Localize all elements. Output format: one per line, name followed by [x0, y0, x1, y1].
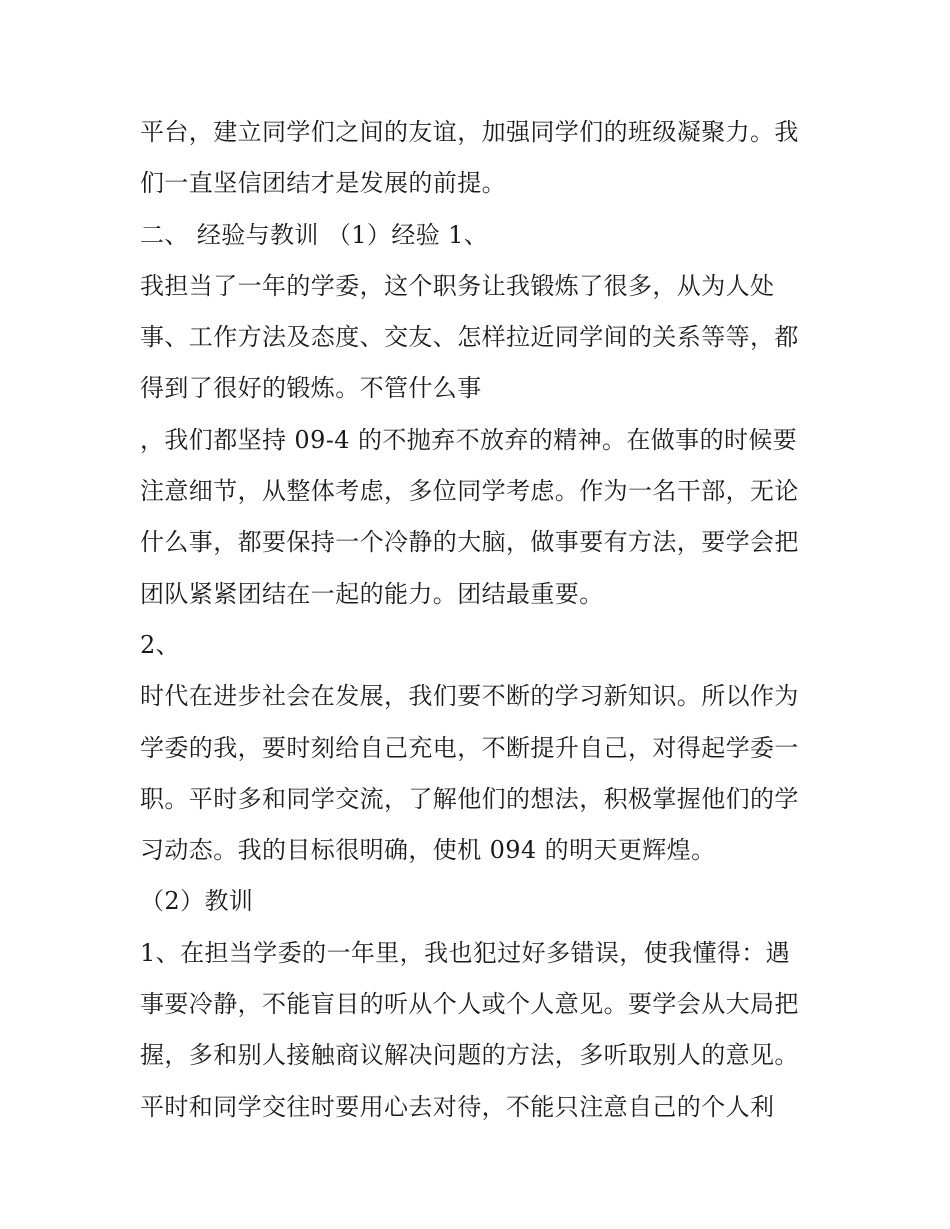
text-line: 们一直坚信团结才是发展的前提。 — [140, 169, 506, 198]
text-line: 职。平时多和同学交流，了解他们的想法，积极掌握他们的学 — [140, 784, 799, 813]
text-line: 时代在进步社会在发展，我们要不断的学习新知识。所以作为 — [140, 682, 799, 711]
section-heading-experience: 二、 经验与教训 （1）经验 1、 — [140, 220, 489, 249]
text-line: 注意细节，从整体考虑，多位同学考虑。作为一名干部，无论 — [140, 477, 799, 506]
text-line: ，我们都坚持 09-4 的不抛弃不放弃的精神。在做事的时候要 — [140, 425, 798, 454]
list-number-2: 2、 — [140, 630, 181, 659]
text-line: 事、工作方法及态度、交友、怎样拉近同学间的关系等等，都 — [140, 323, 799, 352]
text-line: 什么事，都要保持一个冷静的大脑，做事要有方法，要学会把 — [140, 528, 799, 557]
text-line: 平时和同学交往时要用心去对待，不能只注意自己的个人利 — [140, 1092, 775, 1121]
text-line: 事要冷静，不能盲目的听从个人或个人意见。要学会从大局把 — [140, 990, 799, 1019]
text-line: 学委的我，要时刻给自己充电，不断提升自己，对得起学委一 — [140, 733, 799, 762]
text-line: 习动态。我的目标很明确，使机 094 的明天更辉煌。 — [140, 836, 716, 865]
section-heading-lessons: （2）教训 — [140, 887, 254, 916]
document-body — [140, 107, 830, 1133]
text-line: 得到了很好的锻炼。不管什么事 — [140, 374, 482, 403]
text-line: 1、在担当学委的一年里，我也犯过好多错误，使我懂得：遇 — [140, 938, 791, 967]
text-line: 平台，建立同学们之间的友谊，加强同学们的班级凝聚力。我 — [140, 118, 799, 146]
text-line: 我担当了一年的学委，这个职务让我锻炼了很多，从为人处 — [140, 271, 775, 300]
text-line: 团队紧紧团结在一起的能力。团结最重要。 — [140, 579, 604, 608]
text-line: 握，多和别人接触商议解决问题的方法，多听取别人的意见。 — [140, 1041, 799, 1070]
